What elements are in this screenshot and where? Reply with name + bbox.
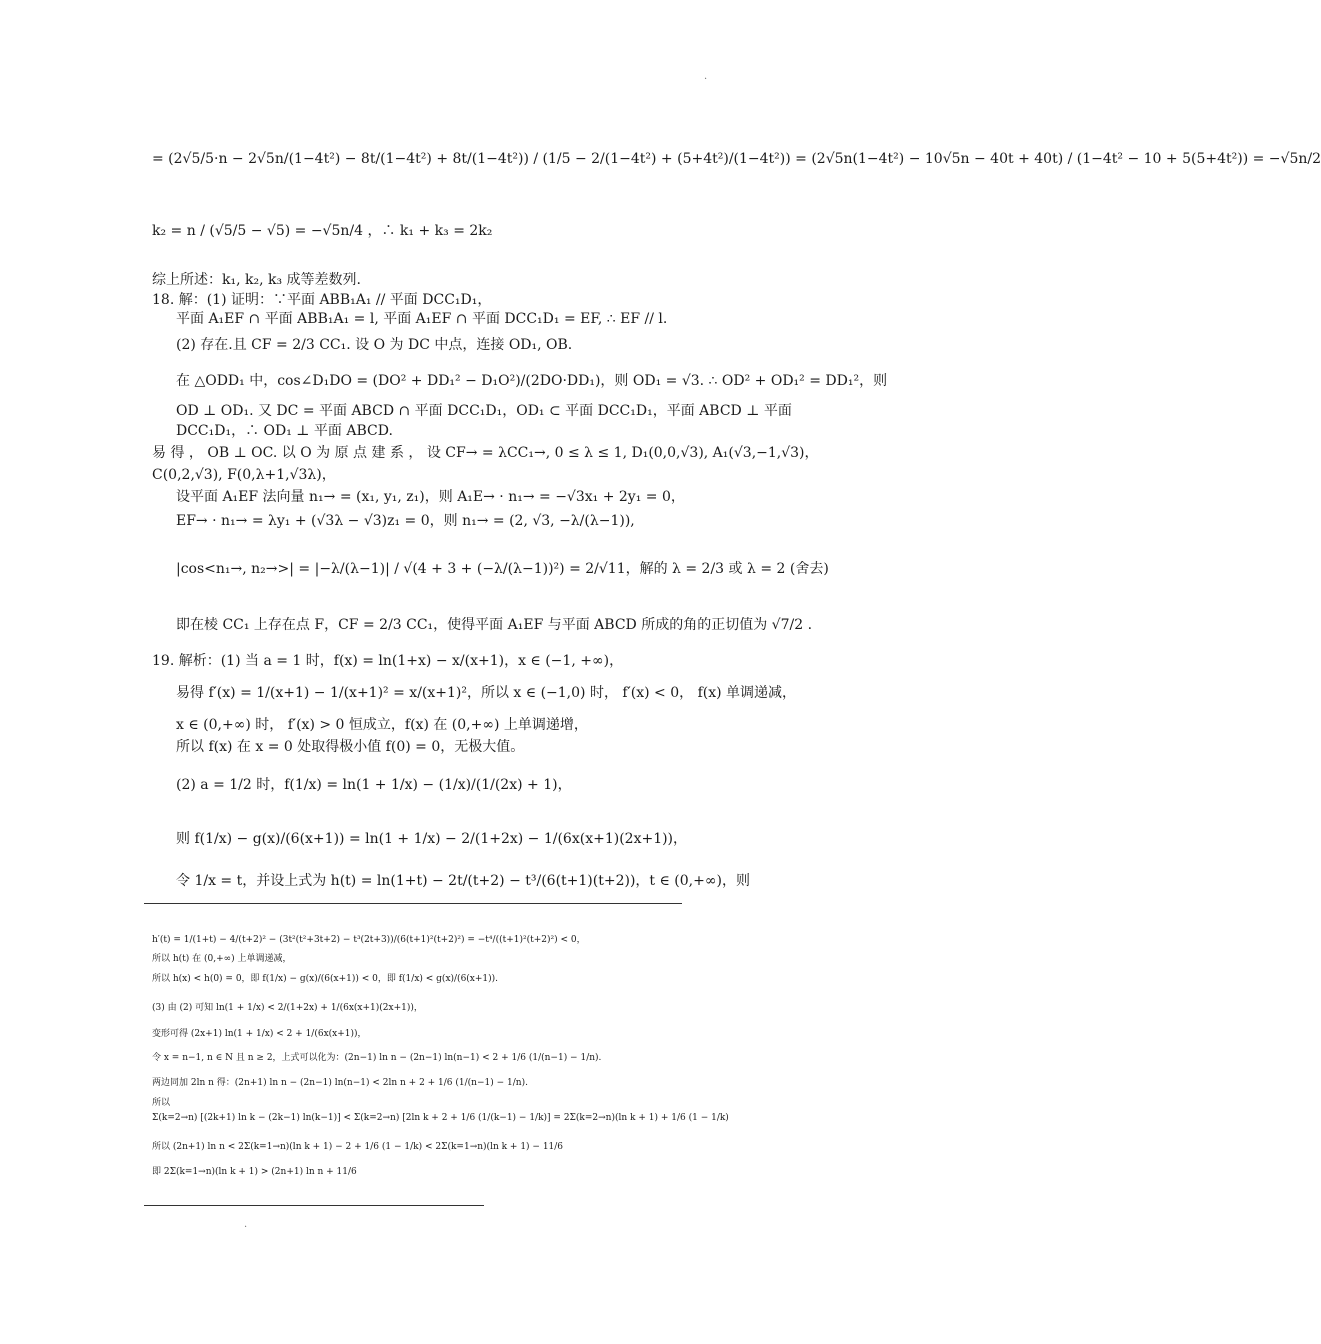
text-line: DCC₁D₁，∴ OD₁ ⊥ 平面 ABCD. (176, 423, 393, 439)
text-line: 两边同加 2ln n 得：(2n+1) ln n − (2n−1) ln(n−1) < 2ln n + 2 + 1/6 (1/(n−1) − 1/n). (152, 1078, 528, 1088)
text-line: (2) 存在.且 CF = 2/3 CC₁. 设 O 为 DC 中点，连接 OD₁, OB. (176, 337, 573, 353)
text-line: |cos<n₁→, n₂→>| = |−λ/(λ−1)| / √(4 + 3 + (−λ/(λ−1))²) = 2/√11，解的 λ = 2/3 或 λ = 2 (舍去) (176, 561, 829, 577)
text-line: C(0,2,√3), F(0,λ+1,√3λ)， (152, 467, 336, 483)
text-line: 则 f(1/x) − g(x)/(6(x+1)) = ln(1 + 1/x) − 2/(1+2x) − 1/(6x(x+1)(2x+1))， (176, 831, 688, 847)
text-line: 变形可得 (2x+1) ln(1 + 1/x) < 2 + 1/(6x(x+1))， (152, 1029, 367, 1039)
text-line: 所以 h(t) 在 (0,+∞) 上单调递减， (152, 954, 292, 964)
text-line: (2) a = 1/2 时，f(1/x) = ln(1 + 1/x) − (1/x)/(1/(2x) + 1)， (176, 777, 572, 793)
text-line: (3) 由 (2) 可知 ln(1 + 1/x) < 2/(1+2x) + 1/(6x(x+1)(2x+1))， (152, 1003, 423, 1013)
text-line: Σ(k=2→n) [(2k+1) ln k − (2k−1) ln(k−1)] < Σ(k=2→n) [2ln k + 2 + 1/6 (1/(k−1) − 1/k)] = 2Σ(k=2→n)(ln k + 1) + 1/6 (1 − 1/k) (152, 1113, 729, 1123)
text-line: 平面 A₁EF ∩ 平面 ABB₁A₁ = l, 平面 A₁EF ∩ 平面 DCC₁D₁ = EF, ∴ EF // l. (176, 311, 668, 327)
text-line: 令 x = n−1, n ∈ N 且 n ≥ 2，上式可以化为：(2n−1) ln n − (2n−1) ln(n−1) < 2 + 1/6 (1/(n−1) − 1/n). (152, 1053, 602, 1063)
text-line: = (2√5/5·n − 2√5n/(1−4t²) − 8t/(1−4t²) + 8t/(1−4t²)) / (1/5 − 2/(1−4t²) + (5+4t²)/(1−4t²)) = (2√5n(1−4t²) − 10√5n − 40t + 40t) / (1−4t² − 10 + 5(5+4t²)) = −√5n/2 (152, 151, 1321, 167)
text-line: 在 △ODD₁ 中，cos∠D₁DO = (DO² + DD₁² − D₁O²)/(2DO·DD₁)，则 OD₁ = √3. ∴ OD² + OD₁² = DD₁²，则 (176, 373, 888, 389)
text-line: 18. 解：(1) 证明：∵平面 ABB₁A₁ // 平面 DCC₁D₁， (152, 292, 492, 308)
divider-line (144, 1205, 484, 1206)
text-line: 所以 f(x) 在 x = 0 处取得极小值 f(0) = 0，无极大值。 (176, 739, 525, 755)
text-line: EF→ · n₁→ = λy₁ + (√3λ − √3)z₁ = 0，则 n₁→ = (2, √3, −λ/(λ−1)), (176, 513, 635, 529)
divider-line (144, 903, 682, 904)
text-line: 即在棱 CC₁ 上存在点 F，CF = 2/3 CC₁，使得平面 A₁EF 与平面 ABCD 所成的角的正切值为 √7/2 . (176, 617, 813, 633)
text-line: 即 2Σ(k=1→n)(ln k + 1) > (2n+1) ln n + 11/6 (152, 1167, 357, 1177)
page-mark: · (704, 74, 708, 85)
text-line: 设平面 A₁EF 法向量 n₁→ = (x₁, y₁, z₁)，则 A₁E→ · n₁→ = −√3x₁ + 2y₁ = 0， (176, 489, 685, 505)
text-line: 令 1/x = t，并设上式为 h(t) = ln(1+t) − 2t/(t+2) − t³/(6(t+1)(t+2))，t ∈ (0,+∞)，则 (176, 873, 750, 889)
text-line: 易得 f′(x) = 1/(x+1) − 1/(x+1)² = x/(x+1)²，所以 x ∈ (−1,0) 时， f′(x) < 0， f(x) 单调递减， (176, 685, 797, 701)
text-line: h′(t) = 1/(1+t) − 4/(t+2)² − (3t²(t²+3t+2) − t³(2t+3))/(6(t+1)²(t+2)²) = −t⁴/((t+1)²(t+2)²) < 0， (152, 935, 586, 945)
text-line: 综上所述：k₁, k₂, k₃ 成等差数列. (152, 272, 361, 288)
text-line: k₂ = n / (√5/5 − √5) = −√5n/4 ，∴ k₁ + k₃ = 2k₂ (152, 223, 493, 239)
text-line: x ∈ (0,+∞) 时， f′(x) > 0 恒成立，f(x) 在 (0,+∞) 上单调递增， (176, 717, 588, 733)
text-line: OD ⊥ OD₁. 又 DC = 平面 ABCD ∩ 平面 DCC₁D₁，OD₁ ⊂ 平面 DCC₁D₁，平面 ABCD ⊥ 平面 (176, 403, 792, 419)
text-line: 所以 (152, 1098, 171, 1108)
text-line: 19. 解析：(1) 当 a = 1 时，f(x) = ln(1+x) − x/(x+1)，x ∈ (−1, +∞)， (152, 653, 624, 669)
text-line: 所以 h(x) < h(0) = 0，即 f(1/x) − g(x)/(6(x+1)) < 0，即 f(1/x) < g(x)/(6(x+1)). (152, 974, 499, 984)
text-line: 所以 (2n+1) ln n < 2Σ(k=1→n)(ln k + 1) − 2 + 1/6 (1 − 1/k) < 2Σ(k=1→n)(ln k + 1) − 11/6 (152, 1142, 564, 1152)
page-mark: · (244, 1222, 248, 1233)
text-line: 易 得 ， OB ⊥ OC. 以 O 为 原 点 建 系 ， 设 CF→ = λCC₁→, 0 ≤ λ ≤ 1, D₁(0,0,√3), A₁(√3,−1,√3)， (152, 445, 819, 461)
